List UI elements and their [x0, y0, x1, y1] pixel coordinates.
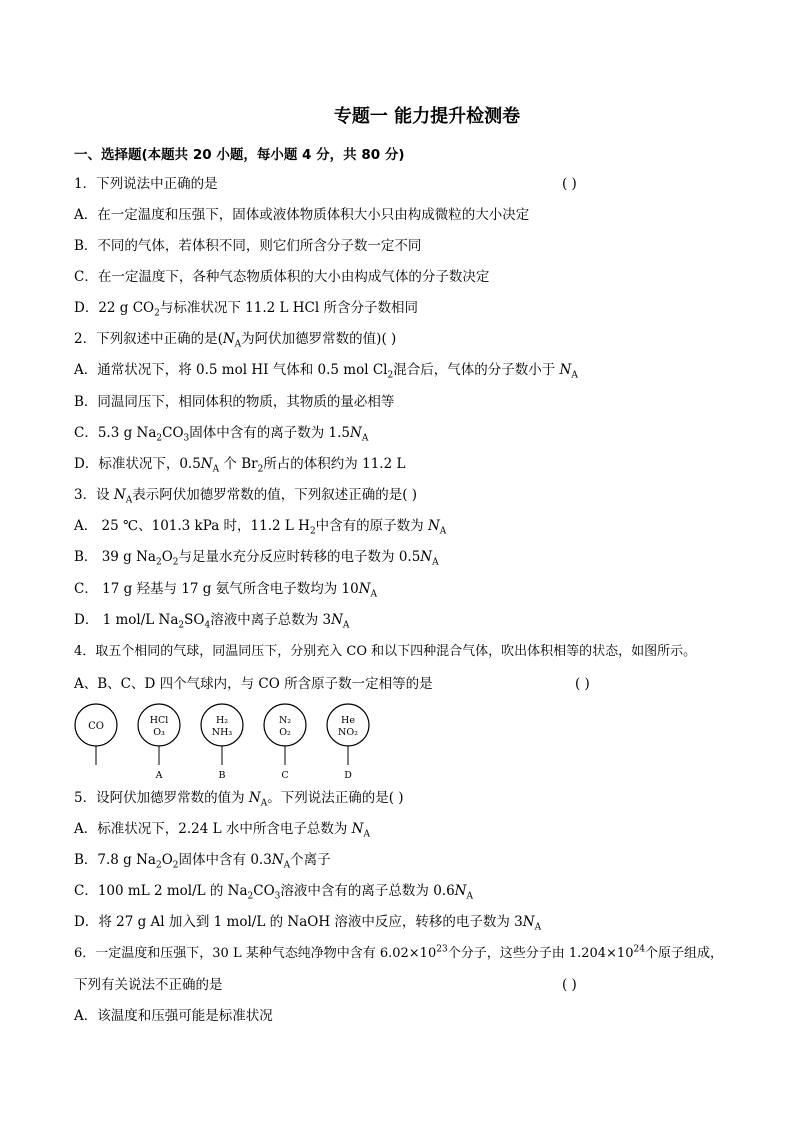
balloon-gas-1: H₂ — [215, 715, 229, 726]
balloon-c — [264, 704, 306, 781]
q5-stem: 5．设阿伏加德罗常数的值为 $N_A$。下列说法正确的是( ) — [74, 790, 404, 809]
q3-option-c: C． 17 g 羟基与 17 g 氨气所含电子数均为 $10N_A$ — [74, 581, 377, 600]
q4-stem-line2: A、B、C、D 四个气球内，与 CO 所含原子数一定相等的是 — [74, 676, 433, 692]
balloon-d — [327, 704, 369, 781]
q1-stem: 1．下列说法中正确的是 — [74, 176, 218, 192]
q2-option-b: B．同温同压下，相同体积的物质，其物质的量必相等 — [74, 394, 395, 410]
q3-option-a: A． 25 ℃、101.3 kPa 时，11.2 L $H_2$中含有的原子数为 $N_A$ — [74, 518, 447, 537]
q1-option-b: B．不同的气体，若体积不同，则它们所含分子数一定不同 — [74, 238, 422, 254]
q3-option-b: B． 39 g $Na_2O_2$与足量水充分反应时转移的电子数为 $0.5N_A$ — [74, 549, 439, 568]
balloon-gas-2: O₃ — [153, 727, 165, 738]
balloon-gas-1: HCl — [149, 715, 169, 726]
q4-stem-line1: 4．取五个相同的气球，同温同压下，分别充入 CO 和以下四种混合气体，吹出体积相等的状态，如图所示。 — [74, 644, 697, 659]
page-title: 专题一 能力提升检测卷 — [333, 106, 521, 127]
q1-answer-paren: ( ) — [562, 176, 577, 192]
q6-option-a: A．该温度和压强可能是标准状况 — [74, 1008, 273, 1024]
balloon-gas-1: CO — [88, 721, 104, 732]
balloon-b — [201, 704, 243, 781]
balloon-label: A — [155, 770, 163, 781]
balloon-co — [75, 704, 117, 765]
q6-answer-paren: ( ) — [562, 977, 577, 993]
q1-option-d: D．22 g $CO_2$与标准状况下 11.2 L HCl 所含分子数相同 — [74, 300, 418, 319]
q5-option-c: C．100 mL 2 mol/L 的 $Na_2CO_3$溶液中含有的离子总数为 $0.6N_A$ — [74, 883, 473, 902]
q3-stem: 3．设 $N_A$表示阿伏加德罗常数的值，下列叙述正确的是( ) — [74, 487, 418, 506]
q5-option-a: A．标准状况下，2.24 L 水中所含电子总数为 $N_A$ — [74, 821, 370, 840]
q2-option-a: A．通常状况下，将 0.5 mol HI 气体和 0.5 mol $Cl_2$混合后，气体的分子数小于 $N_A$ — [74, 362, 578, 381]
balloon-gas-2: NH₃ — [211, 727, 233, 738]
balloon-gas-1: N₂ — [278, 715, 292, 726]
q2-stem: 2．下列叙述中正确的是($N_A$为阿伏加德罗常数的值)( ) — [74, 331, 397, 350]
balloon-gas-2: O₂ — [279, 727, 291, 738]
q5-option-b: B．7.8 g $Na_2O_2$固体中含有 $0.3N_A$个离子 — [74, 852, 331, 871]
balloon-gas-1: He — [341, 715, 355, 726]
balloon-a — [138, 704, 180, 781]
balloon-label: D — [344, 770, 352, 781]
section-heading: 一、选择题(本题共 20 小题，每小题 4 分，共 80 分) — [74, 147, 405, 163]
q4-answer-paren: ( ) — [575, 676, 590, 692]
balloon-label: C — [281, 770, 289, 781]
balloon-label: B — [218, 770, 226, 781]
q2-option-c: C．5.3 g $Na_2CO_3$固体中含有的离子数为 $1.5N_A$ — [74, 425, 369, 444]
balloons-figure — [70, 702, 370, 782]
q1-option-a: A．在一定温度和压强下，固体或液体物质体积大小只由构成微粒的大小决定 — [74, 207, 530, 223]
q2-option-d: D．标准状况下，$0.5N_A$ 个 $Br_2$所占的体积约为 11.2 L — [74, 456, 406, 475]
q3-option-d: D． 1 mol/L $Na_2SO_4$溶液中离子总数为 $3N_A$ — [74, 612, 350, 631]
q5-option-d: D．将 27 g Al 加入到 1 mol/L 的 NaOH 溶液中反应，转移的电子数为 $3N_A$ — [74, 914, 542, 933]
q6-stem-line1: 6．一定温度和压强下，30 L 某种气态纯净物中含有 $6.02\times 10^{23}$个分子，这些分子由 $1.204\times 10^{24}$个原子组成， — [74, 944, 723, 961]
balloon-gas-2: NO₂ — [338, 727, 358, 738]
q1-option-c: C．在一定温度下，各种气态物质体积的大小由构成气体的分子数决定 — [74, 269, 490, 285]
q6-stem-line2: 下列有关说法不正确的是 — [74, 977, 223, 993]
